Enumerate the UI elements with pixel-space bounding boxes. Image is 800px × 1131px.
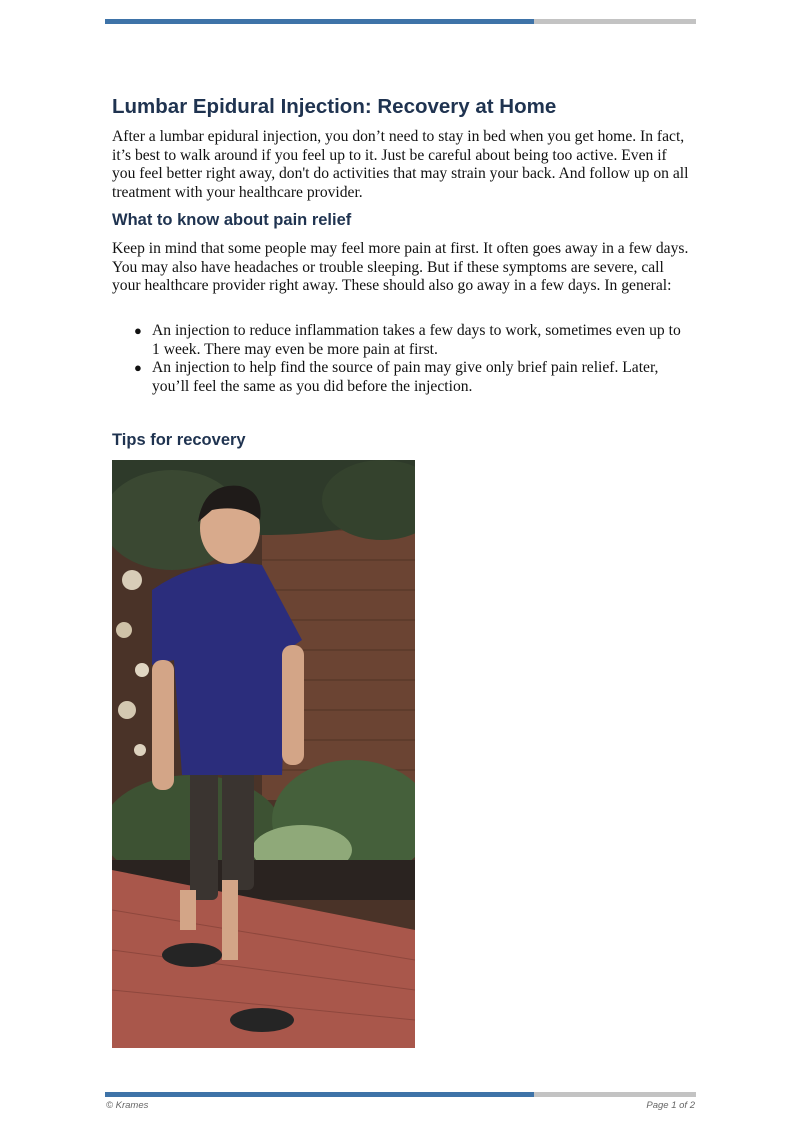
- copyright-footer: © Krames: [106, 1100, 149, 1111]
- top-rule: [105, 19, 696, 24]
- top-rule-blue-segment: [105, 19, 534, 24]
- top-rule-gray-segment: [534, 19, 696, 24]
- man-walking-photo: [112, 460, 415, 1048]
- bottom-rule-gray-segment: [534, 1092, 696, 1097]
- bullet-icon: ●: [134, 360, 142, 376]
- list-item-text: An injection to reduce inflammation takes a few days to work, sometimes even up to 1 week. There may even be more pain at first.: [152, 322, 681, 358]
- bullet-icon: ●: [134, 323, 142, 338]
- page-title: Lumbar Epidural Injection: Recovery at Home: [112, 95, 557, 118]
- pain-relief-heading: What to know about pain relief: [112, 211, 352, 229]
- page-number: Page 1 of 2: [646, 1100, 695, 1111]
- intro-paragraph: After a lumbar epidural injection, you don’t need to stay in bed when you get home. In fact, it’s best to walk around if you feel up to it. Just be careful about being too active. Even if you feel better right away, don't do activities that may strain your back. And follow up on all treatment with your healthcare provider.: [112, 128, 689, 201]
- tips-heading: Tips for recovery: [112, 431, 246, 449]
- pain-relief-list: [112, 322, 692, 396]
- bottom-rule: [105, 1092, 696, 1097]
- list-item: [112, 322, 692, 359]
- list-item: [112, 359, 692, 396]
- list-item-text: An injection to help find the source of pain may give only brief pain relief. Later, you’ll feel the same as you did before the injection.: [152, 359, 659, 395]
- pain-relief-paragraph: Keep in mind that some people may feel more pain at first. It often goes away in a few days. You may also have headaches or trouble sleeping. But if these symptoms are severe, call your healthcare provider right away. These should also go away in a few days. In general:: [112, 240, 689, 295]
- bottom-rule-blue-segment: [105, 1092, 534, 1097]
